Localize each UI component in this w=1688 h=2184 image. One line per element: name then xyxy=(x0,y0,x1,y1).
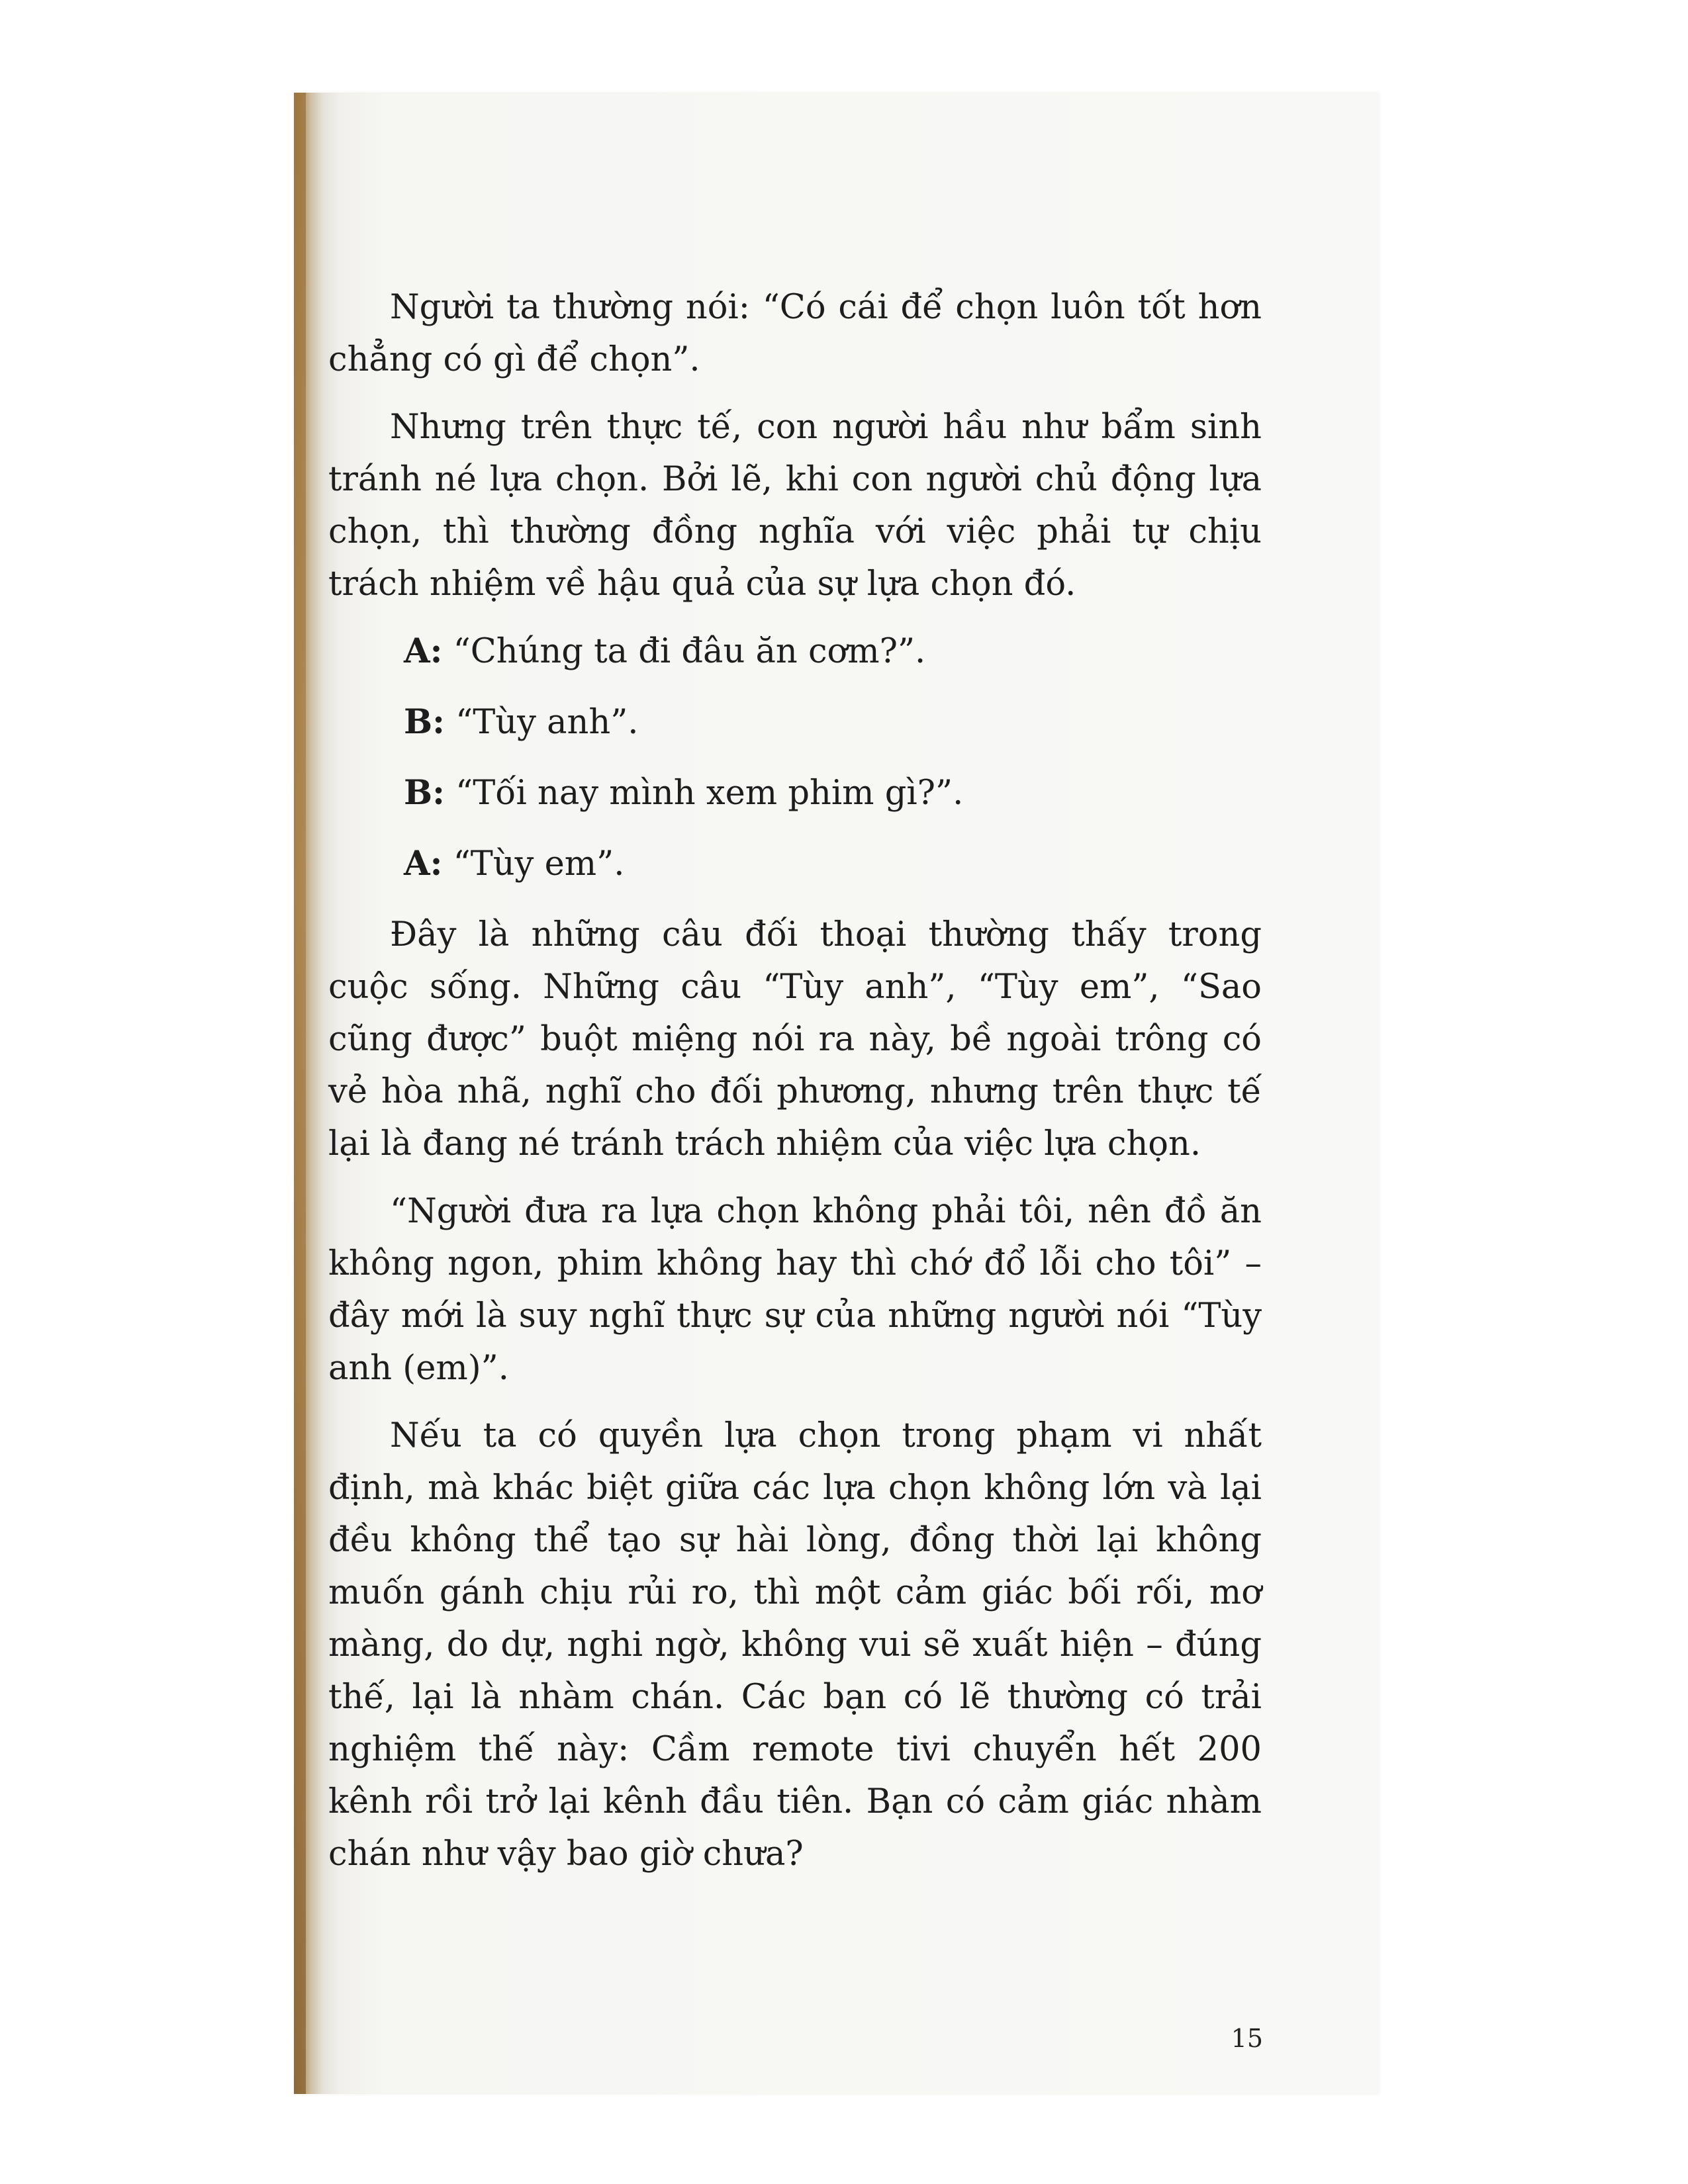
dialogue-line xyxy=(328,696,1262,749)
dialogue-text: “Tùy em”. xyxy=(453,844,625,884)
dialogue-speaker: B: xyxy=(404,702,445,742)
dialogue-text: “Chúng ta đi đâu ăn cơm?”. xyxy=(453,632,926,671)
paragraph-avoid-choice: Nhưng trên thực tế, con người hầu như bẩm sinh tránh né lựa chọn. Bởi lẽ, khi con người chủ động lựa chọn, thì thường đồng nghĩa với việc phải tự chịu trách nhiệm về hậu quả của sự lựa chọn đó. xyxy=(328,408,1262,604)
dialogue-text: “Tối nay mình xem phim gì?”. xyxy=(455,774,964,813)
dialogue-speaker: A: xyxy=(404,844,443,884)
book-page xyxy=(294,93,1380,2094)
page-body-text xyxy=(328,281,1262,1895)
dialogue-line xyxy=(328,767,1262,819)
page-number: 15 xyxy=(1231,2024,1263,2053)
dialogue-text: “Tùy anh”. xyxy=(455,703,639,742)
dialogue-speaker: B: xyxy=(404,773,445,813)
dialogue-speaker: A: xyxy=(404,631,443,671)
paragraph-intro: Người ta thường nói: “Có cái để chọn luôn tốt hơn chẳng có gì để chọn”. xyxy=(328,288,1262,379)
paragraph-boredom: Nếu ta có quyền lựa chọn trong phạm vi nhất định, mà khác biệt giữa các lựa chọn không lớn và lại đều không thể tạo sự hài lòng, đồng thời lại không muốn gánh chịu rủi ro, thì một cảm giác bối rối, mơ màng, do dự, nghi ngờ, không vui sẽ xuất hiện – đúng thế, lại là nhàm chán. Các bạn có lẽ thường có trải nghiệm thế này: Cầm remote tivi chuyển hết 200 kênh rồi trở lại kênh đầu tiên. Bạn có cảm giác nhàm chán như vậy bao giờ chưa? xyxy=(328,1416,1262,1874)
paragraph-real-thought: “Người đưa ra lựa chọn không phải tôi, nên đồ ăn không ngon, phim không hay thì chớ đổ lỗi cho tôi” – đây mới là suy nghĩ thực sự của những người nói “Tùy anh (em)”. xyxy=(328,1192,1262,1388)
dialogue-line xyxy=(328,625,1262,678)
dialogue-line xyxy=(328,838,1262,890)
paragraph-dialogue-analysis: Đây là những câu đối thoại thường thấy trong cuộc sống. Những câu “Tùy anh”, “Tùy em”, “Sao cũng được” buột miệng nói ra này, bề ngoài trông có vẻ hòa nhã, nghĩ cho đối phương, nhưng trên thực tế lại là đang né tránh trách nhiệm của việc lựa chọn. xyxy=(328,915,1262,1163)
